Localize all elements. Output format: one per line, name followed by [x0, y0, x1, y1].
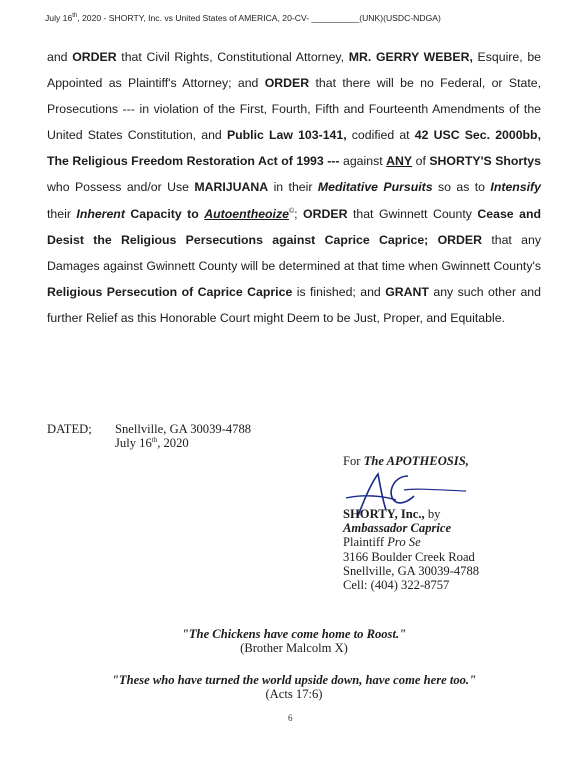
signature-ambassador	[343, 521, 479, 535]
for-name: The APOTHEOSIS,	[363, 454, 469, 468]
text-run: and	[47, 50, 73, 64]
text-run-bold-italic: Meditative Pursuits	[317, 180, 433, 195]
quote-acts-attribution: (Acts 17:6)	[265, 687, 323, 701]
text-run-bold-italic: Inherent	[76, 206, 125, 221]
order-paragraph	[47, 44, 541, 331]
text-run: that there will be no Federal, or State, Prosecutions --- in violation of the First, Fourth, Fifth and Fourteenth Amendments of the United States Constitution, and	[47, 76, 541, 143]
text-run: in their	[268, 180, 318, 195]
header-date: July 16	[45, 13, 73, 23]
dated-place-date	[115, 422, 251, 450]
text-run: their	[47, 206, 77, 221]
quote-malcolm-x-attribution: (Brother Malcolm X)	[240, 641, 348, 655]
quote-malcolm-x	[0, 627, 588, 642]
text-run: that any Damages against Gwinnett County will be determined at that time when Gwinnett County's	[47, 232, 541, 273]
signature-block	[343, 507, 479, 592]
quote-text: "These who have turned the world upside down, have come here too."	[111, 673, 477, 687]
for-apotheosis-line	[343, 454, 469, 469]
text-run: codified at	[346, 128, 415, 143]
header-case-caption: , 2020 - SHORTY, Inc. vs United States of AMERICA, 20-CV- __________(UNK)(USDC-NDGA)	[77, 13, 441, 23]
text-run-bold-italic-underline: Autoentheoize	[204, 206, 289, 221]
signature-by: by	[424, 507, 441, 521]
text-run: that Civil Rights, Constitutional Attorney,	[116, 50, 349, 64]
signature-company-line	[343, 507, 479, 521]
text-run-bold: MARIJUANA	[194, 180, 269, 195]
signature-plaintiff: Plaintiff	[343, 535, 388, 550]
text-run: so as to	[432, 180, 491, 195]
dated-date-suffix: th	[151, 435, 158, 444]
text-run: is finished; and	[292, 284, 386, 299]
signature-company: SHORTY, Inc.,	[343, 507, 425, 521]
header-date-suffix: th	[72, 13, 78, 20]
text-run-bold: ORDER	[264, 76, 310, 91]
text-run: any such other and further Relief as this Honorable Court might Deem to be Just, Proper, and Equitable.	[47, 284, 541, 325]
signature-pro-se: Pro Se	[387, 535, 421, 550]
text-run-bold: GRANT	[385, 284, 429, 299]
running-header	[45, 13, 441, 23]
text-run-bold: ORDER	[72, 50, 117, 64]
text-run-bold-italic: Intensify	[490, 180, 541, 195]
text-run-bold: MR. GERRY WEBER,	[348, 50, 473, 64]
dated-date	[115, 436, 251, 450]
text-run-bold: Capacity to	[130, 206, 199, 221]
text-run-bold: ORDER	[437, 232, 482, 247]
signature-plaintiff-line	[343, 535, 479, 549]
text-run-bold: ORDER	[303, 206, 348, 221]
dated-date-rest: , 2020	[157, 436, 189, 450]
text-run-bold: 42 USC Sec. 2000bb, The Religious Freedom Restoration Act of 1993 ---	[47, 128, 541, 169]
text-run: ;	[294, 206, 304, 221]
dated-date-prefix: July 16	[115, 436, 152, 450]
text-run-bold: SHORTY'S Shortys	[429, 154, 541, 169]
dated-label: DATED;	[47, 422, 92, 436]
quote-text: "The Chickens have come home to Roost."	[181, 627, 407, 641]
text-run	[428, 233, 437, 247]
signature-address-city: Snellville, GA 30039-4788	[343, 563, 480, 578]
signature-address-street: 3166 Boulder Creek Road	[343, 549, 475, 564]
text-run-bold: Religious Persecution of Caprice Caprice	[47, 284, 293, 299]
text-run: of	[412, 154, 430, 169]
page-number: 6	[288, 713, 293, 723]
text-run-bold: Cease and Desist the Religious Persecutions against Caprice Caprice;	[47, 206, 541, 247]
signature-ambassador-name: Ambassador Caprice	[343, 521, 452, 536]
for-prefix: For	[343, 454, 364, 468]
text-run-bold: Public Law 103-141,	[226, 128, 347, 143]
text-run: that Gwinnett County	[347, 206, 478, 221]
signature-cell-phone: Cell: (404) 322-8757	[343, 578, 450, 593]
text-run-bold-underline: ANY	[386, 154, 413, 169]
text-run: Esquire, be Appointed as Plaintiff's Attorney; and	[47, 50, 541, 91]
dated-place: Snellville, GA 30039-4788	[115, 422, 252, 436]
quote-acts	[0, 673, 588, 688]
copyright-mark: ©	[288, 207, 295, 215]
text-run: against	[339, 154, 387, 169]
text-run: who Possess and/or Use	[47, 180, 195, 195]
